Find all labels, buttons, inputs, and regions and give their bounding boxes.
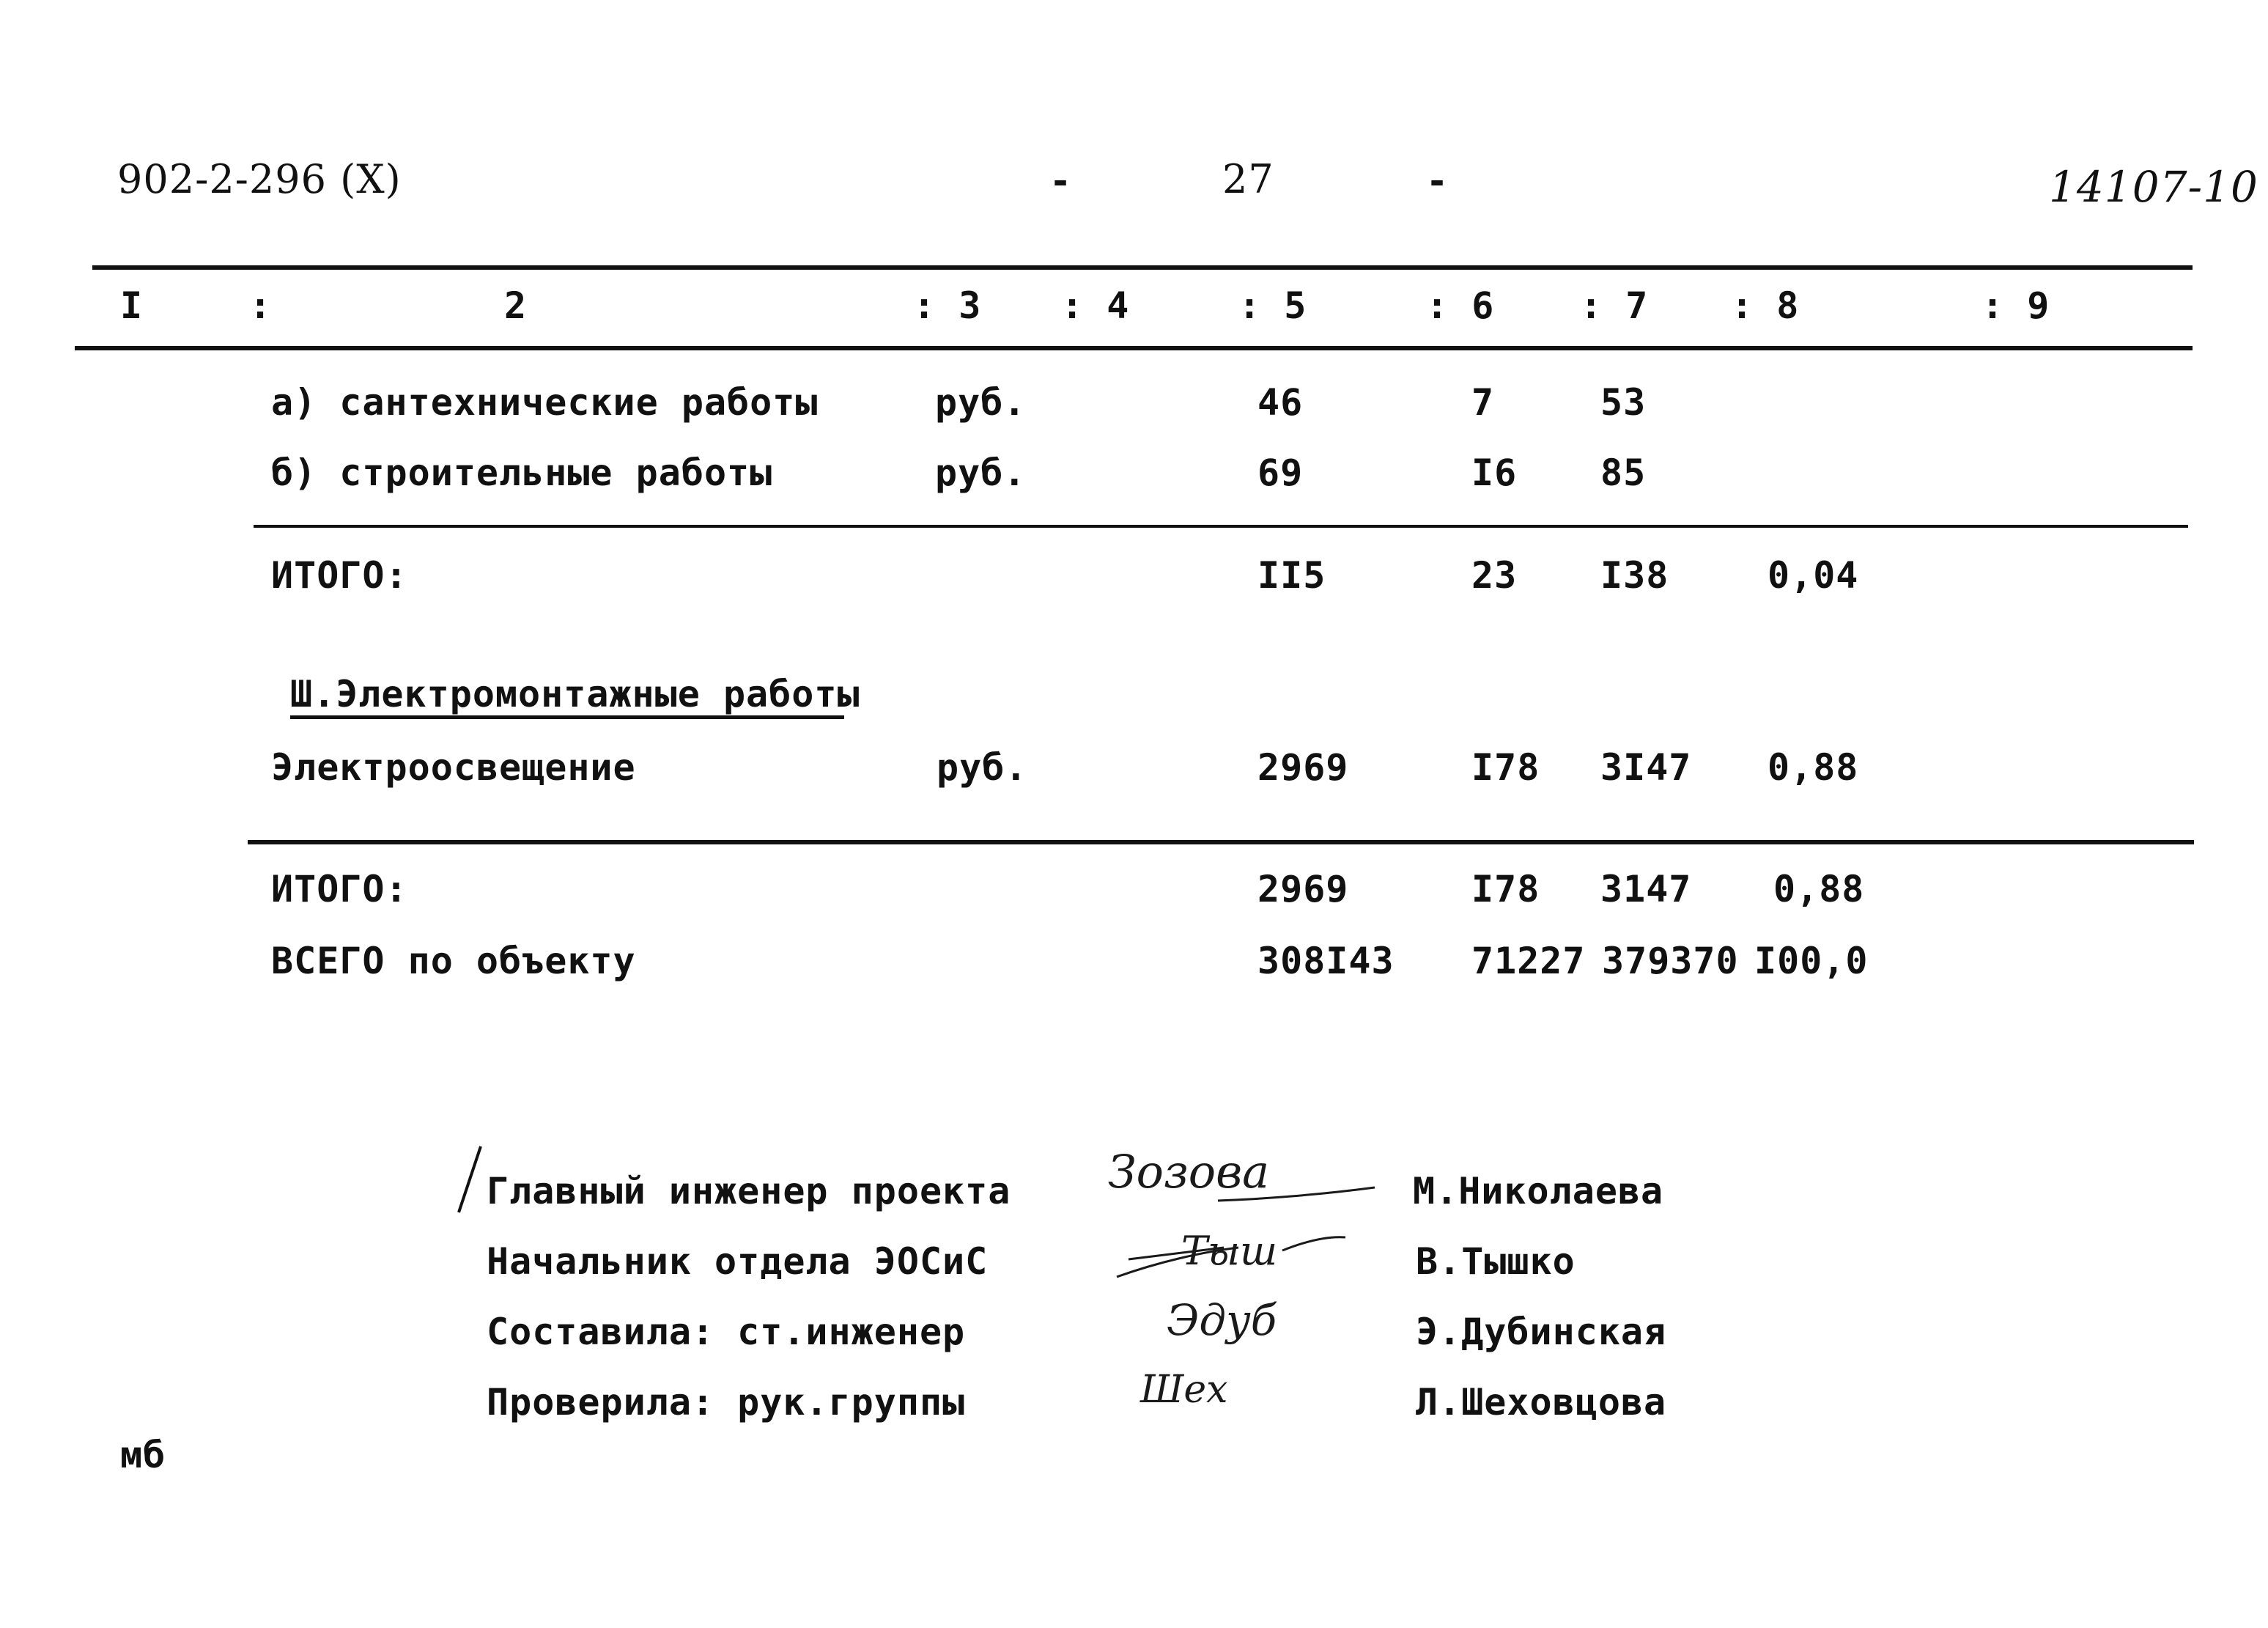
total2-c7: 3147 (1600, 868, 1692, 910)
section3-underline (290, 715, 844, 719)
footer-mark: мб (120, 1434, 166, 1476)
doc-code: 902-2-296 (X) (117, 156, 402, 202)
total1-label: ИТОГО: (271, 554, 408, 597)
row-lighting-c6: I78 (1471, 746, 1540, 789)
row-plumbing-c6: 7 (1471, 381, 1495, 424)
col-header-1: I (120, 284, 144, 327)
slash-mark-icon (454, 1145, 484, 1215)
row-construction-c5: 69 (1257, 452, 1304, 494)
row-plumbing-c7: 53 (1600, 381, 1647, 424)
page-dash-right: - (1426, 160, 1449, 202)
row-lighting-c7: 3I47 (1600, 746, 1692, 789)
subtotal-rule-1 (254, 525, 2188, 528)
table-top-rule (92, 265, 2193, 270)
grand-total-c6: 71227 (1471, 940, 1586, 982)
row-construction-label: б) строительные работы (271, 452, 773, 494)
total2-label: ИТОГО: (271, 868, 408, 910)
col-header-6: : 6 (1426, 284, 1495, 327)
col-header-sep: : (249, 284, 273, 327)
signature-1-stroke-icon (1216, 1185, 1378, 1207)
signature-3: Эдуб (1167, 1295, 1277, 1345)
page-dash-left: - (1049, 160, 1073, 202)
grand-total-c7: 379370 (1602, 940, 1739, 982)
sign-role-4: Проверила: рук.группы (487, 1381, 966, 1423)
total1-c7: I38 (1600, 554, 1669, 597)
total1-c8: 0,04 (1768, 554, 1859, 597)
grand-total-c5: 308I43 (1257, 940, 1395, 982)
row-lighting-c5: 2969 (1257, 746, 1349, 789)
signature-2: Тыш (1181, 1228, 1278, 1274)
section3-title: Ш.Электромонтажные работы (290, 673, 860, 715)
signature-4: Шех (1140, 1368, 1228, 1412)
row-lighting-unit: руб. (937, 746, 1028, 789)
row-plumbing-label: а) сантехнические работы (271, 381, 819, 424)
row-construction-unit: руб. (935, 452, 1027, 494)
table-header-rule (75, 346, 2193, 350)
signature-1: Зозова (1108, 1145, 1270, 1198)
sign-name-4: Л.Шеховцова (1416, 1381, 1667, 1423)
page-number: 27 (1222, 156, 1274, 202)
row-lighting-label: Электроосвещение (271, 746, 636, 789)
subtotal-rule-2 (248, 840, 2194, 844)
row-plumbing-c5: 46 (1257, 381, 1304, 424)
row-plumbing-unit: руб. (935, 381, 1027, 424)
archive-number: 14107-10 (2049, 162, 2258, 212)
sign-role-3: Составила: ст.инженер (487, 1311, 966, 1353)
grand-total-c8: I00,0 (1754, 940, 1869, 982)
col-header-8: : 8 (1731, 284, 1800, 327)
sign-name-1: М.Николаева (1413, 1170, 1664, 1212)
row-construction-c7: 85 (1600, 452, 1647, 494)
total2-c8: 0,88 (1773, 868, 1865, 910)
col-header-5: : 5 (1238, 284, 1307, 327)
total1-c6: 23 (1471, 554, 1518, 597)
row-lighting-c8: 0,88 (1768, 746, 1859, 789)
col-header-2: 2 (504, 284, 528, 327)
col-header-7: : 7 (1580, 284, 1649, 327)
sign-name-3: Э.Дубинская (1416, 1311, 1667, 1353)
sign-name-2: В.Тышко (1416, 1240, 1576, 1283)
row-construction-c6: I6 (1471, 452, 1518, 494)
col-header-4: : 4 (1061, 284, 1130, 327)
grand-total-label: ВСЕГО по объекту (271, 940, 636, 982)
total1-c5: II5 (1257, 554, 1326, 597)
total2-c6: I78 (1471, 868, 1540, 910)
total2-c5: 2969 (1257, 868, 1349, 910)
sign-role-1: Главный инженер проекта (487, 1170, 1011, 1212)
col-header-3: : 3 (913, 284, 982, 327)
col-header-9: : 9 (1981, 284, 2050, 327)
sign-role-2: Начальник отдела ЭОСиС (487, 1240, 989, 1283)
